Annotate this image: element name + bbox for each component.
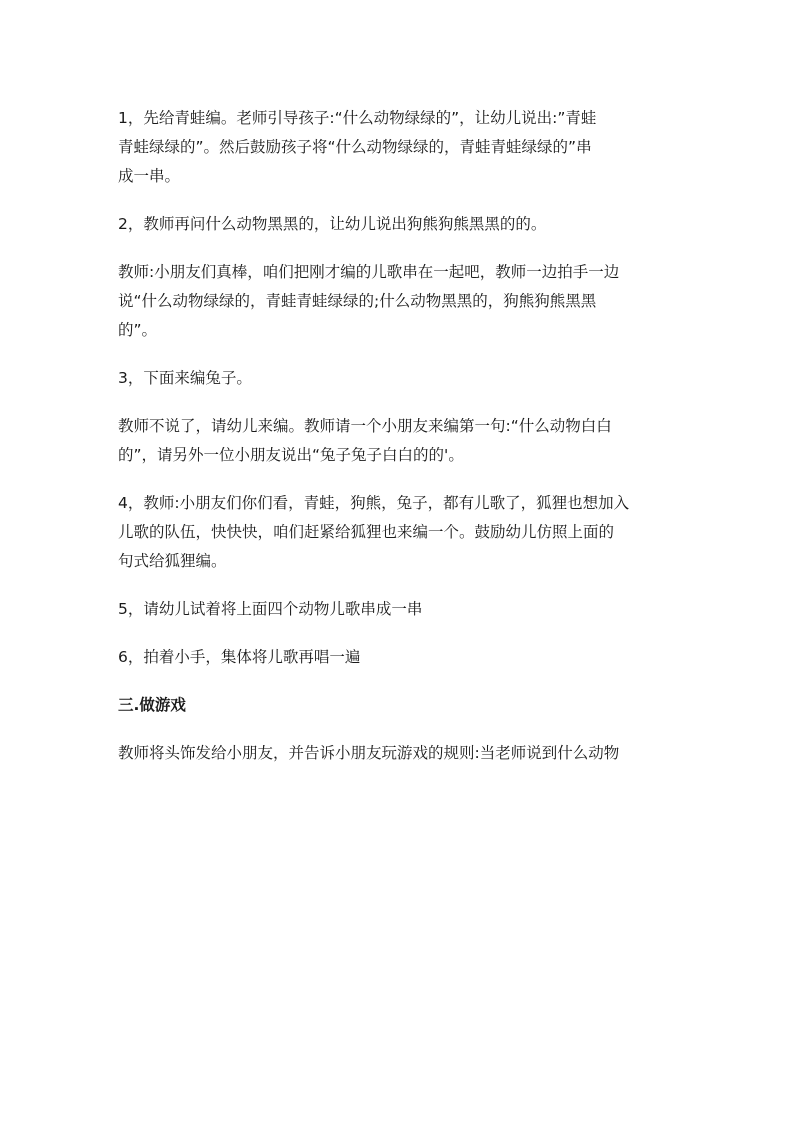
text-line: 儿歌的队伍，快快快，咱们赶紧给狐狸也来编一个。鼓励幼儿仿照上面的	[118, 523, 615, 541]
text-line: 5，请幼儿试着将上面四个动物儿歌串成一串	[118, 600, 423, 618]
text-line: 教师:小朋友们真棒，咱们把刚才编的儿歌串在一起吧，教师一边拍手一边	[118, 263, 620, 281]
text-line: 句式给狐狸编。	[118, 552, 227, 570]
step-1-paragraph	[118, 104, 678, 191]
text-line: 3，下面来编兔子。	[118, 369, 252, 387]
text-line: 成一串。	[118, 167, 181, 185]
text-line: 说“什么动物绿绿的，青蛙青蛙绿绿的;什么动物黑黑的，狗熊狗熊黑黑	[118, 292, 597, 310]
text-line: 1，先给青蛙编。老师引导孩子:“什么动物绿绿的”，让幼儿说出:”青蛙	[118, 109, 597, 127]
section-heading	[118, 691, 678, 720]
document-body	[118, 104, 678, 787]
teacher-dialogue-paragraph	[118, 258, 678, 345]
text-line: 4，教师:小朋友们你们看，青蛙，狗熊，兔子，都有儿歌了，狐狸也想加入	[118, 494, 630, 512]
text-line: 的”。	[118, 321, 158, 339]
step-3-paragraph	[118, 364, 678, 393]
step-6-paragraph	[118, 643, 678, 672]
text-line: 三.做游戏	[118, 696, 186, 714]
text-line: 教师不说了，请幼儿来编。教师请一个小朋友来编第一句:“什么动物白白	[118, 417, 612, 435]
step-4-paragraph	[118, 489, 678, 576]
text-line: 的”，请另外一位小朋友说出“兔子兔子白白的的'。	[118, 446, 464, 464]
text-line: 6，拍着小手，集体将儿歌再唱一遍	[118, 648, 361, 666]
step-5-paragraph	[118, 595, 678, 624]
text-line: 教师将头饰发给小朋友，并告诉小朋友玩游戏的规则:当老师说到什么动物	[118, 744, 620, 762]
teacher-instruction-paragraph	[118, 412, 678, 470]
step-2-paragraph	[118, 210, 678, 239]
text-line: 青蛙绿绿的”。然后鼓励孩子将“什么动物绿绿的，青蛙青蛙绿绿的”串	[118, 138, 592, 156]
game-rules-paragraph	[118, 739, 678, 768]
text-line: 2，教师再问什么动物黑黑的，让幼儿说出狗熊狗熊黑黑的的。	[118, 215, 547, 233]
